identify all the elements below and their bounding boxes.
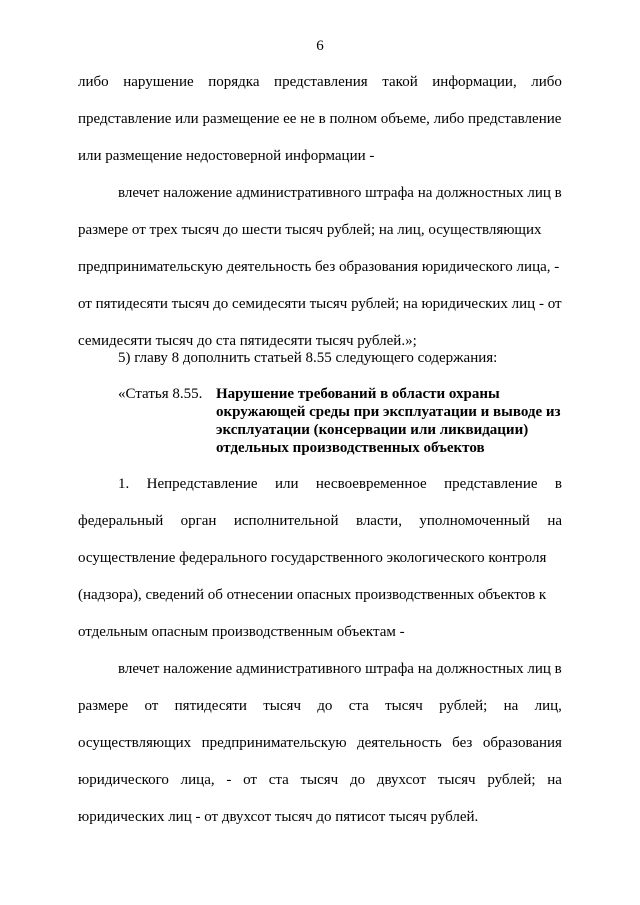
- paragraph2-line: от пятидесяти тысяч до семидесяти тысяч рублей; на юридических лиц - от: [78, 296, 562, 312]
- word: тысяч: [437, 772, 476, 788]
- word: без: [452, 735, 473, 751]
- paragraph3-line: 5) главу 8 дополнить статьей 8.55 следующего содержания:: [118, 350, 498, 366]
- word: либо: [78, 74, 109, 90]
- word: такой: [382, 74, 418, 90]
- word: деятельность: [357, 735, 442, 751]
- word: тысяч: [385, 698, 423, 714]
- paragraph1-line: или размещение недостоверной информации -: [78, 148, 375, 164]
- paragraph5-line: влечет наложение административного штрафа на должностных лиц в: [118, 661, 562, 677]
- paragraph4-line: (надзора), сведений об отнесении опасных производственных объектов к: [78, 587, 547, 603]
- word: информации,: [432, 74, 517, 90]
- word: федеральный: [78, 513, 164, 529]
- word: рублей;: [487, 772, 536, 788]
- word: либо: [531, 74, 562, 90]
- word: исполнительной: [233, 513, 339, 529]
- word: до: [317, 698, 333, 714]
- paragraph1-line: представление или размещение ее не в полном объеме, либо представление: [78, 111, 562, 127]
- page-number: 6: [316, 38, 324, 54]
- article-title-line: Нарушение требований в области охраны: [216, 386, 500, 402]
- word: на: [503, 698, 519, 714]
- word: нарушение: [123, 74, 194, 90]
- word: -: [226, 772, 232, 788]
- paragraph5-line: [78, 734, 562, 752]
- word: тысяч: [300, 772, 339, 788]
- paragraph2-line: семидесяти тысяч до ста пятидесяти тысяч рублей.»;: [78, 333, 417, 349]
- word: пятидесяти: [174, 698, 247, 714]
- word: представления: [274, 74, 368, 90]
- paragraph2-line: предпринимательскую деятельность без образования юридического лица, -: [78, 259, 560, 275]
- paragraph4-line: отдельным опасным производственным объектам -: [78, 624, 405, 640]
- word: юридического: [78, 772, 169, 788]
- word: на: [547, 772, 562, 788]
- word: представление: [444, 476, 538, 492]
- paragraph5-line: [78, 697, 562, 715]
- word: от: [144, 698, 159, 714]
- word: ста: [348, 698, 369, 714]
- word: от: [243, 772, 257, 788]
- paragraph4-line: [78, 512, 562, 530]
- paragraph4-line: [118, 475, 562, 493]
- word: уполномоченный: [419, 513, 530, 529]
- word: до: [349, 772, 366, 788]
- word: предпринимательскую: [201, 735, 347, 751]
- paragraph4-line: осуществление федерального государственного экологического контроля: [78, 550, 547, 566]
- article-title-line: отдельных производственных объектов: [216, 440, 485, 456]
- word: осуществляющих: [78, 735, 192, 751]
- article-label: «Статья 8.55.: [118, 386, 203, 402]
- article-title-line: эксплуатации (консервации или ликвидации): [216, 422, 529, 438]
- word: размере: [78, 698, 129, 714]
- article-title: [216, 385, 561, 457]
- word: лица,: [180, 772, 215, 788]
- word: Непредставление: [146, 476, 258, 492]
- word: лиц,: [534, 698, 562, 714]
- article-title-line: окружающей среды при эксплуатации и выводе из: [216, 404, 561, 420]
- paragraph5-line: [78, 771, 562, 789]
- word: или: [274, 476, 299, 492]
- word: в: [554, 476, 562, 492]
- word: 1.: [118, 476, 130, 492]
- word: порядка: [208, 74, 260, 90]
- paragraph5-line: юридических лиц - от двухсот тысяч до пятисот тысяч рублей.: [78, 809, 479, 825]
- paragraph1-line: [78, 73, 562, 91]
- word: орган: [180, 513, 217, 529]
- word: двухсот: [376, 772, 427, 788]
- paragraph2-line: размере от трех тысяч до шести тысяч рублей; на лиц, осуществляющих: [78, 222, 542, 238]
- word: на: [547, 513, 562, 529]
- word: власти,: [355, 513, 402, 529]
- paragraph2-line: влечет наложение административного штрафа на должностных лиц в: [118, 185, 562, 201]
- word: ста: [268, 772, 289, 788]
- word: тысяч: [263, 698, 301, 714]
- word: несвоевременное: [315, 476, 427, 492]
- word: рублей;: [439, 698, 488, 714]
- word: образования: [482, 735, 562, 751]
